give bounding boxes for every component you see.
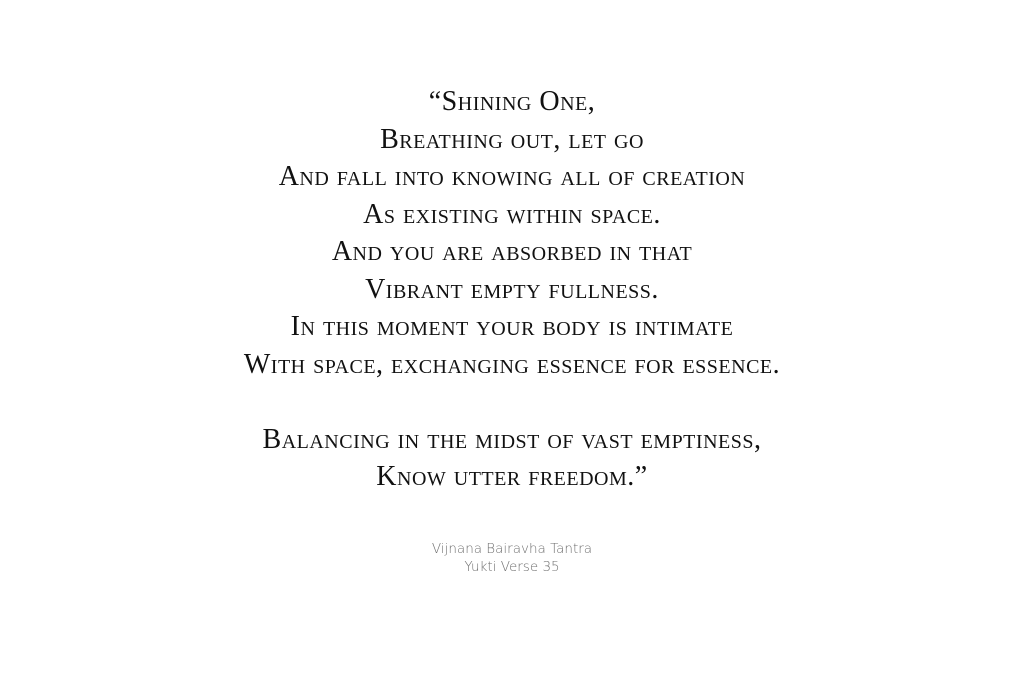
attribution-verse: Yukti Verse 35: [464, 559, 560, 575]
poem-line: With space, exchanging essence for essence.: [243, 348, 781, 380]
attribution: [0, 540, 1024, 576]
poem-line: “Shining One,: [428, 86, 596, 117]
poem-line: Breathing out, let go: [380, 123, 644, 155]
attribution-source: Vijnana Bairavha Tantra: [431, 541, 593, 557]
poem-line: As existing within space.: [363, 198, 661, 230]
poem-line: Vibrant empty fullness.: [365, 273, 659, 305]
poem-line: Know utter freedom.”: [376, 461, 648, 492]
stanza-break: [0, 383, 1024, 421]
poem-line: In this moment your body is intimate: [290, 311, 734, 342]
poem-block: [0, 83, 1024, 496]
poem-line: And you are absorbed in that: [331, 236, 693, 267]
poem-line: Balancing in the midst of vast emptiness,: [262, 423, 762, 455]
poem-line: And fall into knowing all of creation: [278, 161, 746, 192]
